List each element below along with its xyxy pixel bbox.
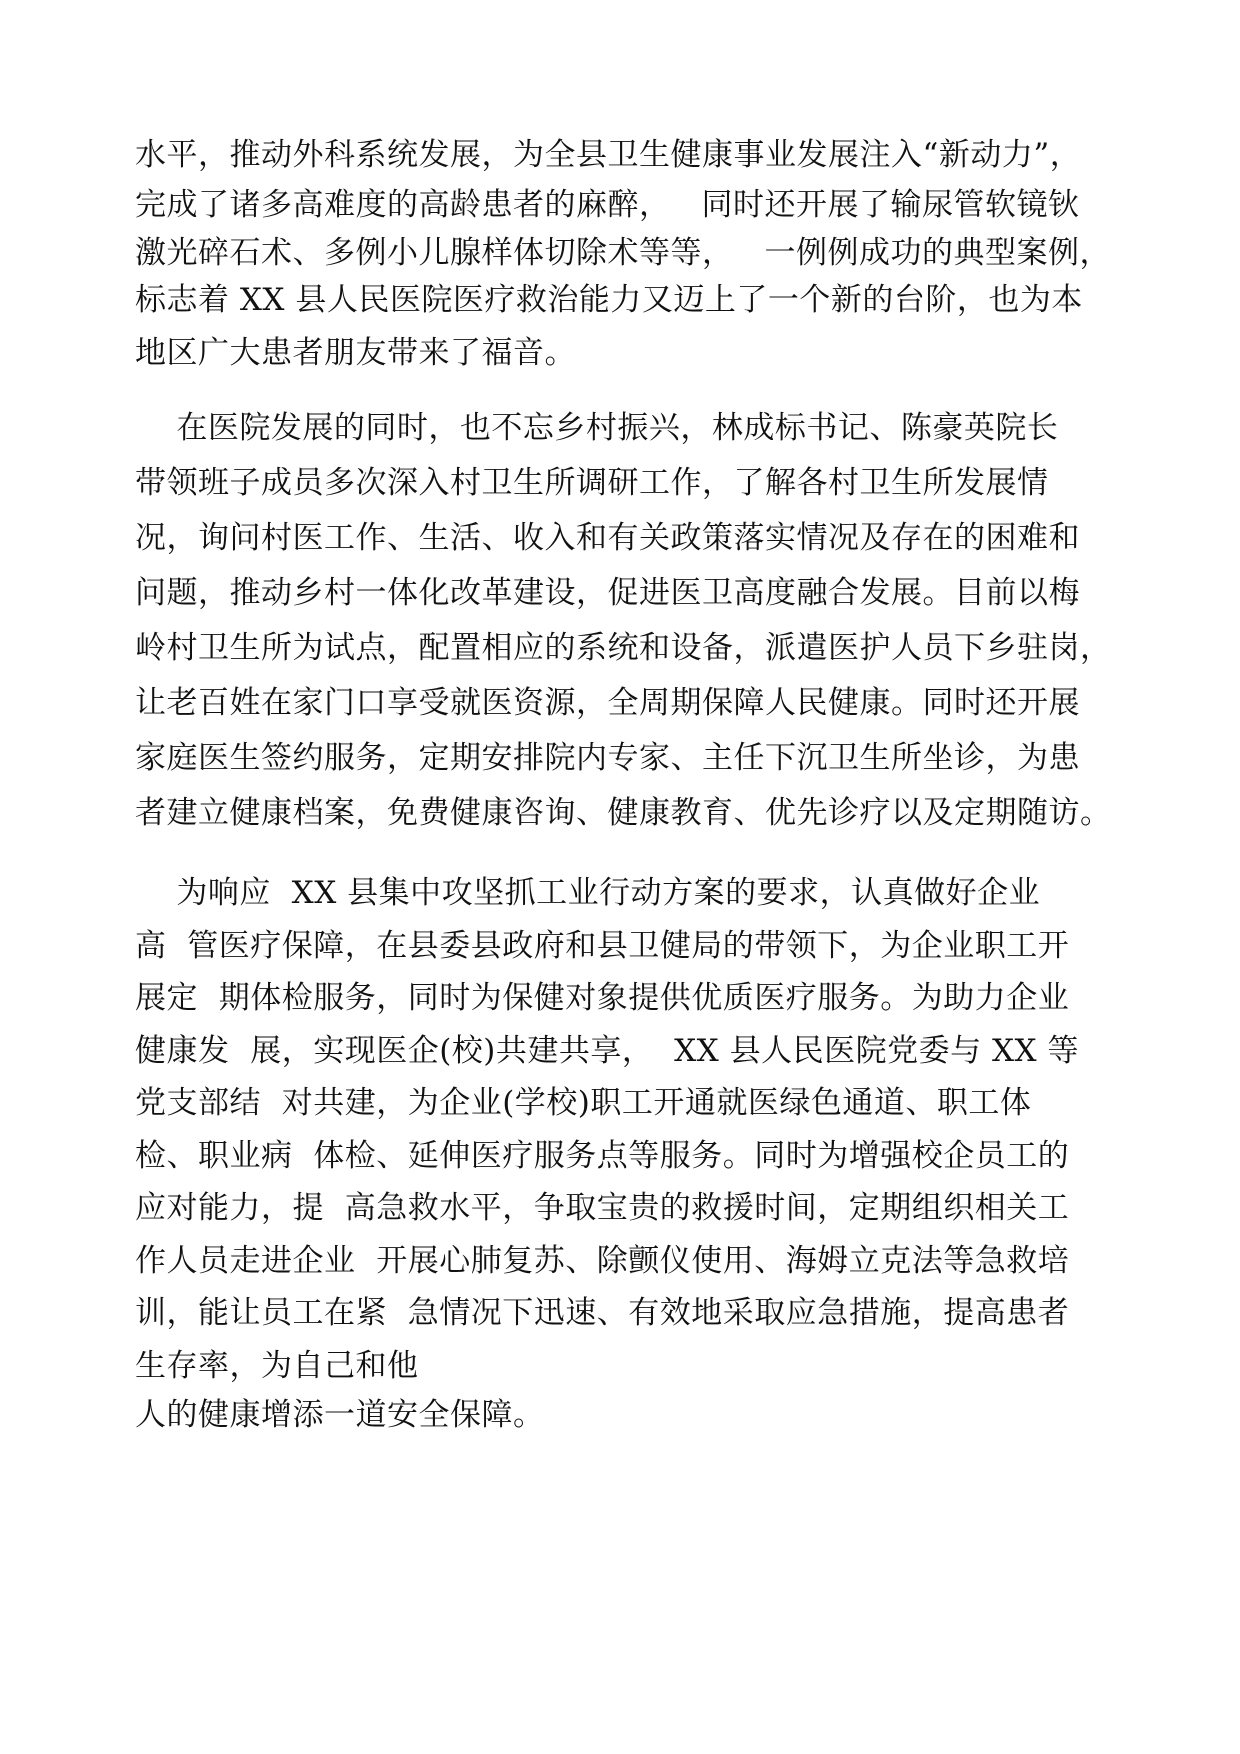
- paragraph-line: 展定 期体检服务，同时为保健对象提供优质医疗服务。为助力企业: [135, 980, 1070, 1016]
- paragraph-line: 训，能让员工在紧 急情况下迅速、有效地采取应急措施，提高患者: [135, 1295, 1070, 1331]
- paragraph-line: 况，询问村医工作、生活、收入和有关政策落实情况及存在的困难和: [135, 520, 1080, 556]
- paragraph-line: 在医院发展的同时，也不忘乡村振兴，林成标书记、陈豪英院长: [135, 410, 1059, 446]
- paragraph-line: 检、职业病 体检、延伸医疗服务点等服务。同时为增强校企员工的: [135, 1138, 1070, 1174]
- paragraph-line: 生存率，为自己和他: [135, 1348, 419, 1384]
- paragraph-line: 完成了诸多高难度的高龄患者的麻醉， 同时还开展了输尿管软镜钬: [135, 187, 1080, 223]
- paragraph-line: 党支部结 对共建，为企业(学校)职工开通就医绿色通道、职工体: [135, 1085, 1032, 1121]
- paragraph-line: 家庭医生签约服务，定期安排院内专家、主任下沉卫生所坐诊，为患: [135, 740, 1080, 776]
- paragraph-line: 地区广大患者朋友带来了福音。: [135, 335, 576, 371]
- paragraph-line: 高 管医疗保障，在县委县政府和县卫健局的带领下，为企业职工开: [135, 928, 1070, 964]
- paragraph-line: 岭村卫生所为试点，配置相应的系统和设备，派遣医护人员下乡驻岗，: [135, 630, 1112, 666]
- paragraph-line: 人的健康增添一道安全保障。: [135, 1397, 545, 1433]
- paragraph-line: 为响应 XX 县集中攻坚抓工业行动方案的要求，认真做好企业: [135, 875, 1041, 911]
- paragraph-line: 水平，推动外科系统发展，为全县卫生健康事业发展注入“新动力”，: [135, 137, 1082, 173]
- paragraph-line: 让老百姓在家门口享受就医资源，全周期保障人民健康。同时还开展: [135, 685, 1080, 721]
- paragraph-line: 健康发 展，实现医企(校)共建共享， XX 县人民医院党委与 XX 等: [135, 1033, 1079, 1069]
- paragraph-line: 应对能力，提 高急救水平，争取宝贵的救援时间，定期组织相关工: [135, 1190, 1070, 1226]
- paragraph-line: 者建立健康档案，免费健康咨询、健康教育、优先诊疗以及定期随访。: [135, 795, 1112, 831]
- paragraph-line: 激光碎石术、多例小儿腺样体切除术等等， 一例例成功的典型案例，: [135, 235, 1112, 271]
- paragraph-line: 标志着 XX 县人民医院医疗救治能力又迈上了一个新的台阶，也为本: [135, 282, 1083, 318]
- paragraph-line: 作人员走进企业 开展心肺复苏、除颤仪使用、海姆立克法等急救培: [135, 1243, 1070, 1279]
- paragraph-line: 带领班子成员多次深入村卫生所调研工作，了解各村卫生所发展情: [135, 465, 1049, 501]
- paragraph-line: 问题，推动乡村一体化改革建设，促进医卫高度融合发展。目前以梅: [135, 575, 1080, 611]
